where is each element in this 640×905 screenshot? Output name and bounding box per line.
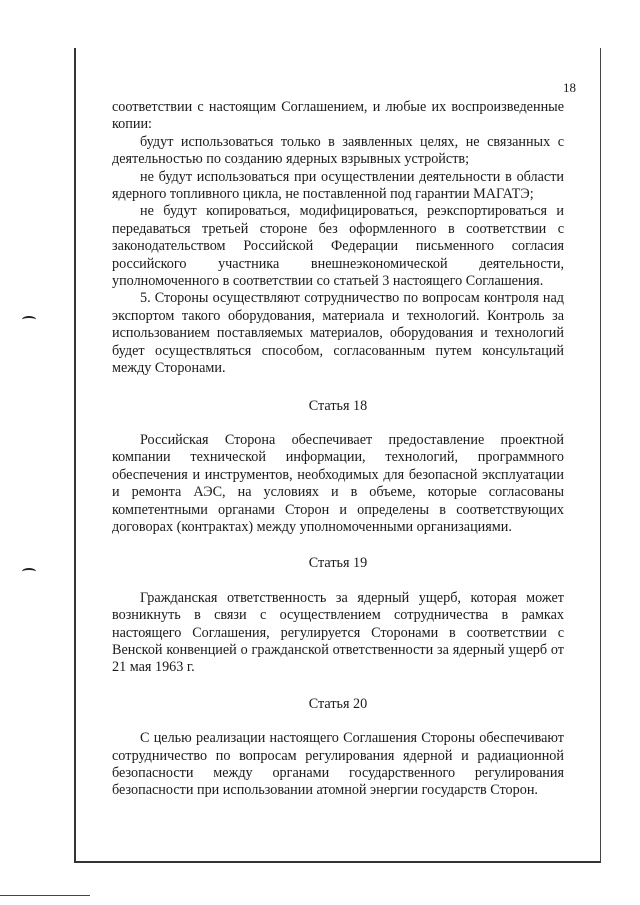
- binding-mark: [22, 316, 36, 323]
- binding-mark: [22, 568, 36, 575]
- paragraph-item-1: будут использоваться только в заявленных целях, не связанных с деятельностью по созданию ядерных взрывных устройств;: [112, 133, 564, 168]
- article-20-heading: Статья 20: [308, 695, 368, 712]
- bottom-rule: [0, 895, 90, 896]
- article-18-heading: Статья 18: [308, 397, 368, 414]
- page-number: 18: [563, 80, 576, 95]
- paragraph-continuation: соответствии с настоящим Соглашением, и любые их воспроизведенные копии:: [112, 99, 564, 133]
- article-19-text: Гражданская ответственность за ядерный ущерб, которая может возникнуть в связи с осуществлением сотрудничества в рамках настоящего Соглашения, регулируется Сторонами в соответствии с Венской конвенцией о гражданской ответственности за ядерный ущерб от 21 мая 1963 г.: [112, 589, 564, 676]
- document-body: [112, 99, 564, 800]
- paragraph-item-2: не будут использоваться при осуществлении деятельности в области ядерного топливного цикла, не поставленной под гарантии МАГАТЭ;: [112, 168, 564, 203]
- article-19-heading: Статья 19: [308, 555, 368, 572]
- paragraph-item-3: не будут копироваться, модифицироваться, реэкспортироваться и передаваться третьей стороне без оформленного в соответствии с законодательством Российской Федерации письменного согласия российского участника внешнеэкономической деятельности, уполномоченного в соответствии со статьей 3 настоящего Соглашения.: [112, 203, 564, 290]
- paragraph-clause-5: 5. Стороны осуществляют сотрудничество по вопросам контроля над экспортом такого оборудования, материала и технологий. Контроль за использованием поставляемых материалов, оборудования и технологий будет осуществляться способом, согласованным путем консультаций между Сторонами.: [112, 290, 564, 377]
- article-18-text: Российская Сторона обеспечивает предоставление проектной компании технической информации, технологий, программного обеспечения и инструментов, необходимых для безопасной эксплуатации и ремонта АЭС, на условиях и в объеме, которые согласованы компетентными органами Сторон и определены в соответствующих договорах (контрактах) между уполномоченными организациями.: [112, 431, 564, 535]
- article-20-text: С целью реализации настоящего Соглашения Стороны обеспечивают сотрудничество по вопросам регулирования ядерной и радиационной безопасности между органами государственного регулирования безопасности при использовании атомной энергии государств Сторон.: [112, 730, 564, 799]
